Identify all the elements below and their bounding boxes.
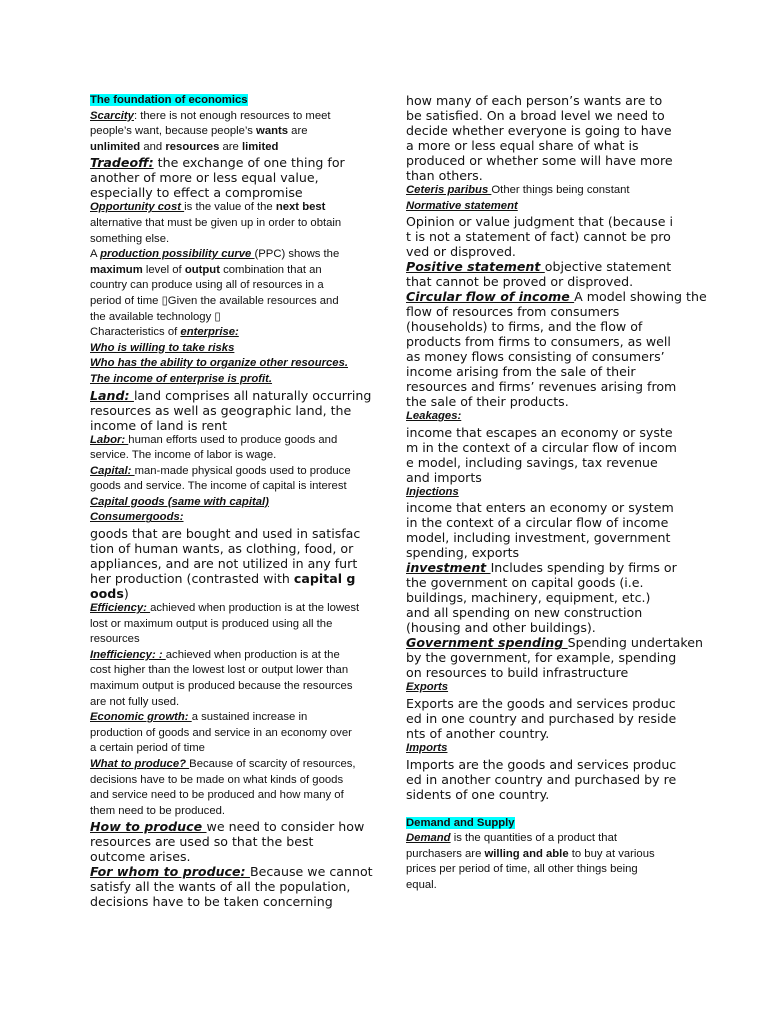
term: The income of enterprise is profit.	[90, 372, 273, 385]
text-run: maximum output is produced because the resources	[90, 680, 353, 693]
term: production possibility curve	[100, 248, 255, 261]
text-run: ed in one country and purchased by reside	[406, 710, 677, 726]
text-run: income that enters an economy or system	[406, 500, 674, 516]
text-line	[406, 138, 681, 153]
text-run: wants	[256, 125, 289, 138]
text-run: goods and service. The income of capital is interest	[90, 480, 347, 493]
text-run: are not fully used.	[90, 695, 180, 708]
text-run: e model, including savings, tax revenue	[406, 454, 658, 470]
text-line	[406, 455, 681, 470]
text-run: sidents of one country.	[406, 786, 550, 802]
text-line	[406, 605, 681, 620]
text-run: buildings, machinery, equipment, etc.)	[406, 590, 651, 606]
text-run: and imports	[406, 469, 482, 485]
text-run: Spending undertaken	[567, 635, 703, 651]
text-run: is the quantities of a product that	[450, 832, 617, 845]
text-run: decide whether everyone is going to have	[406, 123, 672, 138]
text-line	[90, 495, 365, 511]
text-line	[406, 515, 681, 530]
text-line	[90, 185, 365, 200]
text-line	[90, 479, 365, 495]
text-run: income that escapes an economy or syste	[406, 424, 673, 440]
text-line	[90, 232, 365, 248]
text-run: unlimited	[90, 140, 141, 153]
term: What to produce?	[90, 758, 190, 770]
term: Land:	[90, 387, 134, 403]
text-run: the available technology ▯	[90, 310, 221, 323]
text-run: a sustained increase in	[191, 711, 308, 724]
text-line	[406, 379, 681, 394]
left-column	[90, 93, 373, 910]
text-line	[406, 847, 681, 863]
text-run: the sale of their products.	[406, 394, 569, 410]
text-line	[90, 648, 365, 664]
text-line	[90, 788, 365, 804]
text-run: next best	[275, 201, 326, 214]
text-run: especially to effect a compromise	[90, 185, 303, 201]
text-run: decisions have to be taken concerning	[90, 894, 333, 910]
text-run: resources	[90, 633, 140, 646]
text-line	[90, 310, 365, 326]
text-run: are	[219, 140, 242, 153]
text-run: income arising from the sale of their	[406, 364, 636, 380]
text-run: achieved when production is at the	[165, 648, 340, 661]
text-run: flow of resources from consumers	[406, 304, 620, 320]
text-run: oods	[90, 586, 124, 602]
text-run: Opinion or value judgment that (because i	[406, 214, 673, 230]
text-line	[90, 819, 365, 834]
text-line	[90, 834, 365, 849]
text-run: alternative that must be given up in order to obtain	[90, 216, 342, 229]
text-line	[406, 726, 681, 741]
text-line	[406, 862, 681, 878]
text-run: t is not a statement of fact) cannot be pro	[406, 229, 671, 245]
text-run: that cannot be proved or disproved.	[406, 274, 634, 290]
text-run: period of time ▯Given the available resources and	[90, 294, 339, 307]
text-run: by the government, for example, spending	[406, 650, 677, 666]
text-run: maximum	[90, 263, 143, 276]
text-line	[406, 530, 681, 545]
text-run: outcome arises.	[90, 849, 191, 865]
text-run: them need to be produced.	[90, 804, 226, 817]
text-line	[90, 247, 365, 263]
text-line	[90, 109, 365, 125]
text-run: (housing and other buildings).	[406, 620, 596, 636]
text-line	[406, 485, 681, 501]
text-line	[90, 387, 372, 403]
text-run: resources and firms’ revenues arising from	[406, 379, 677, 395]
text-line	[90, 263, 365, 279]
text-run: A	[90, 248, 101, 261]
term: Scarcity	[90, 109, 134, 122]
text-run: level of	[142, 263, 185, 276]
text-run: capital g	[293, 571, 356, 587]
text-line	[90, 526, 365, 541]
text-line	[406, 259, 681, 274]
text-run: another of more or less equal value,	[90, 170, 319, 186]
text-line	[90, 278, 365, 294]
term: Who has the ability to organize other resources.	[90, 357, 348, 370]
text-run: a more or less equal share of what is	[406, 138, 639, 153]
text-run: Exports are the goods and services produc	[406, 695, 676, 711]
text-run: in the context of a circular flow of income	[406, 515, 669, 531]
text-line	[90, 864, 373, 880]
text-line	[90, 586, 365, 601]
term: Capital goods (same with capital)	[90, 495, 269, 508]
text-line	[90, 679, 365, 695]
text-line	[90, 200, 365, 216]
text-line	[90, 571, 365, 586]
text-line	[90, 403, 365, 418]
term: For whom to produce:	[90, 864, 250, 880]
text-line	[406, 364, 681, 379]
term: Consumergoods:	[90, 511, 184, 524]
text-line	[90, 155, 365, 170]
term: Normative statement	[406, 199, 518, 212]
text-run: nts of another country.	[406, 725, 550, 741]
text-line	[406, 680, 681, 696]
text-run: goods that are bought and used in satisfac	[90, 526, 361, 542]
text-line	[90, 448, 365, 464]
text-line	[90, 726, 365, 742]
text-run: purchasers are	[406, 847, 485, 860]
term: Government spending	[406, 635, 568, 651]
text-line	[406, 696, 681, 711]
text-line	[90, 418, 365, 433]
text-run: limited	[241, 140, 279, 153]
text-run: willing and able	[484, 847, 569, 860]
text-run: production of goods and service in an economy over	[90, 726, 352, 739]
text-line	[406, 289, 707, 305]
text-run: tion of human wants, as clothing, food, or	[90, 541, 354, 557]
text-line	[406, 757, 681, 772]
text-run: land comprises all naturally occurring	[133, 387, 372, 403]
text-line	[406, 470, 681, 485]
text-line	[406, 650, 681, 665]
text-run: (PPC) shows the	[254, 248, 340, 261]
text-run: objective statement	[544, 259, 672, 275]
text-line	[406, 334, 681, 349]
text-run: is the value of the	[184, 201, 276, 214]
text-line	[406, 787, 681, 802]
text-line	[406, 575, 681, 590]
text-line	[406, 425, 681, 440]
term: investment	[406, 560, 491, 576]
text-run: the government on capital goods (i.e.	[406, 575, 644, 591]
text-line	[90, 294, 365, 310]
text-line	[406, 409, 681, 425]
text-run: : there is not enough resources to meet	[133, 109, 331, 122]
text-line	[90, 601, 365, 617]
term: Economic growth:	[90, 711, 192, 724]
text-run: (households) to firms, and the flow of	[406, 319, 643, 335]
term: Labor:	[90, 433, 129, 446]
text-run: Other things being constant	[491, 184, 630, 196]
text-run: to buy at various	[568, 847, 655, 860]
text-line	[90, 124, 365, 140]
text-line	[406, 878, 681, 894]
text-run: appliances, and are not utilized in any furt	[90, 556, 358, 572]
text-line	[90, 879, 365, 894]
text-run: Because we cannot	[249, 864, 373, 880]
term: Imports	[406, 741, 448, 754]
term: Inefficiency: :	[90, 648, 166, 661]
text-line	[90, 894, 365, 909]
term: Positive statement	[406, 259, 545, 275]
text-line	[90, 741, 365, 757]
text-run: resources as well as geographic land, the	[90, 402, 352, 418]
text-line	[406, 741, 681, 757]
text-line	[90, 804, 365, 820]
term: Injections	[406, 485, 459, 498]
text-line	[90, 464, 365, 480]
text-line	[406, 665, 681, 680]
text-line	[90, 140, 365, 156]
term: How to produce	[90, 819, 207, 835]
text-run: lost or maximum output is produced using all the	[90, 617, 333, 630]
text-line	[406, 590, 681, 605]
text-line	[406, 816, 681, 832]
text-line	[406, 711, 681, 726]
term: Ceteris paribus	[406, 184, 492, 196]
text-run: we need to consider how	[206, 819, 365, 835]
text-line	[406, 545, 681, 560]
text-line	[406, 831, 681, 847]
text-run: m in the context of a circular flow of incom	[406, 439, 677, 455]
text-line	[406, 304, 681, 319]
text-line	[90, 433, 365, 449]
text-line	[90, 170, 365, 185]
term: Tradeoff:	[90, 155, 154, 171]
text-line	[90, 849, 365, 864]
text-run: achieved when production is at the lowest	[150, 602, 360, 615]
text-line	[406, 440, 681, 455]
text-line	[406, 635, 703, 651]
text-line	[90, 695, 365, 711]
text-run: combination that an	[219, 263, 322, 276]
text-line	[90, 617, 365, 633]
text-line	[90, 710, 365, 726]
text-line	[406, 168, 681, 183]
term: Capital:	[90, 464, 135, 477]
text-run: something else.	[90, 232, 170, 245]
text-run: as money flows consisting of consumers’	[406, 349, 665, 365]
text-run: ed in another country and purchased by re	[406, 771, 677, 787]
text-run: Characteristics of	[90, 326, 181, 339]
right-column	[406, 93, 707, 894]
text-run: the exchange of one thing for	[153, 155, 345, 171]
text-line	[90, 556, 365, 571]
text-run: and all spending on new construction	[406, 605, 643, 621]
text-line	[406, 772, 681, 787]
text-run: A model showing the	[574, 289, 707, 305]
text-run: resources are used so that the best	[90, 834, 314, 850]
text-line	[406, 153, 681, 168]
left-text-lines	[90, 109, 373, 910]
text-line	[90, 372, 365, 388]
text-run: )	[123, 586, 129, 602]
text-run: equal.	[406, 878, 437, 891]
term: Opportunity cost	[90, 201, 185, 214]
text-line	[406, 199, 681, 215]
section-heading	[90, 93, 365, 109]
term: enterprise:	[180, 326, 239, 339]
text-run: her production (contrasted with	[90, 571, 294, 587]
text-run: satisfy all the wants of all the population,	[90, 879, 351, 895]
text-run: Imports are the goods and services produc	[406, 756, 677, 772]
text-line	[406, 183, 681, 199]
text-run: Because of scarcity of resources,	[189, 758, 356, 770]
text-line	[90, 325, 365, 341]
term: Efficiency:	[90, 602, 151, 615]
text-line	[90, 632, 365, 648]
term: Exports	[406, 681, 449, 694]
text-line	[406, 93, 681, 108]
text-run: service. The income of labor is wage.	[90, 449, 277, 462]
text-line	[406, 620, 681, 635]
text-run: decisions have to be made on what kinds of goods	[90, 773, 344, 786]
term: Demand	[406, 832, 451, 845]
text-line	[406, 349, 681, 364]
text-run: human efforts used to produce goods and	[128, 433, 338, 446]
text-line	[90, 773, 365, 789]
text-line	[406, 108, 681, 123]
text-run: be satisfied. On a broad level we need to	[406, 108, 665, 123]
text-run: model, including investment, government	[406, 530, 671, 546]
term: Leakages:	[406, 410, 462, 423]
text-run: and	[140, 140, 166, 153]
text-line	[90, 341, 365, 357]
text-run: Includes spending by firms or	[490, 560, 677, 576]
text-run: products from firms to consumers, as well	[406, 334, 671, 350]
text-line	[406, 560, 681, 575]
text-run: people’s want, because people’s	[90, 125, 257, 138]
text-run: than others.	[406, 168, 483, 183]
text-run: produced or whether some will have more	[406, 153, 673, 168]
text-run: and service need to be produced and how many of	[90, 789, 344, 802]
text-line	[90, 356, 365, 372]
text-run: income of land is rent	[90, 417, 228, 433]
text-run: output	[184, 263, 220, 276]
text-line	[406, 394, 681, 409]
text-line	[406, 214, 681, 229]
text-line	[90, 663, 365, 679]
text-run: cost higher than the lowest lost or output lower than	[90, 664, 349, 677]
text-run: resources	[165, 140, 220, 153]
text-run: on resources to build infrastructure	[406, 665, 629, 681]
text-run: how many of each person’s wants are to	[406, 93, 663, 108]
term: Who is willing to take risks	[90, 341, 235, 354]
text-run: a certain period of time	[90, 742, 205, 755]
text-run: man-made physical goods used to produce	[134, 464, 351, 477]
text-run: ved or disproved.	[406, 244, 516, 260]
text-run: spending, exports	[406, 545, 520, 561]
text-line	[406, 319, 681, 334]
text-run: prices per period of time, all other things being	[406, 863, 638, 876]
spacer	[406, 802, 681, 816]
heading-highlight: The foundation of economics	[90, 94, 248, 106]
text-line	[90, 216, 365, 232]
text-line	[406, 500, 681, 515]
heading-highlight: Demand and Supply	[406, 816, 515, 829]
text-line	[90, 541, 365, 556]
text-run: are	[288, 125, 308, 138]
text-line	[90, 757, 365, 773]
text-line	[406, 274, 681, 289]
term: Circular flow of income	[406, 289, 575, 305]
right-text-lines	[406, 93, 707, 894]
text-line	[406, 229, 681, 244]
text-line	[406, 244, 681, 259]
text-line	[406, 123, 681, 138]
text-run: country can produce using all of resources in a	[90, 279, 324, 292]
text-line	[90, 510, 365, 526]
